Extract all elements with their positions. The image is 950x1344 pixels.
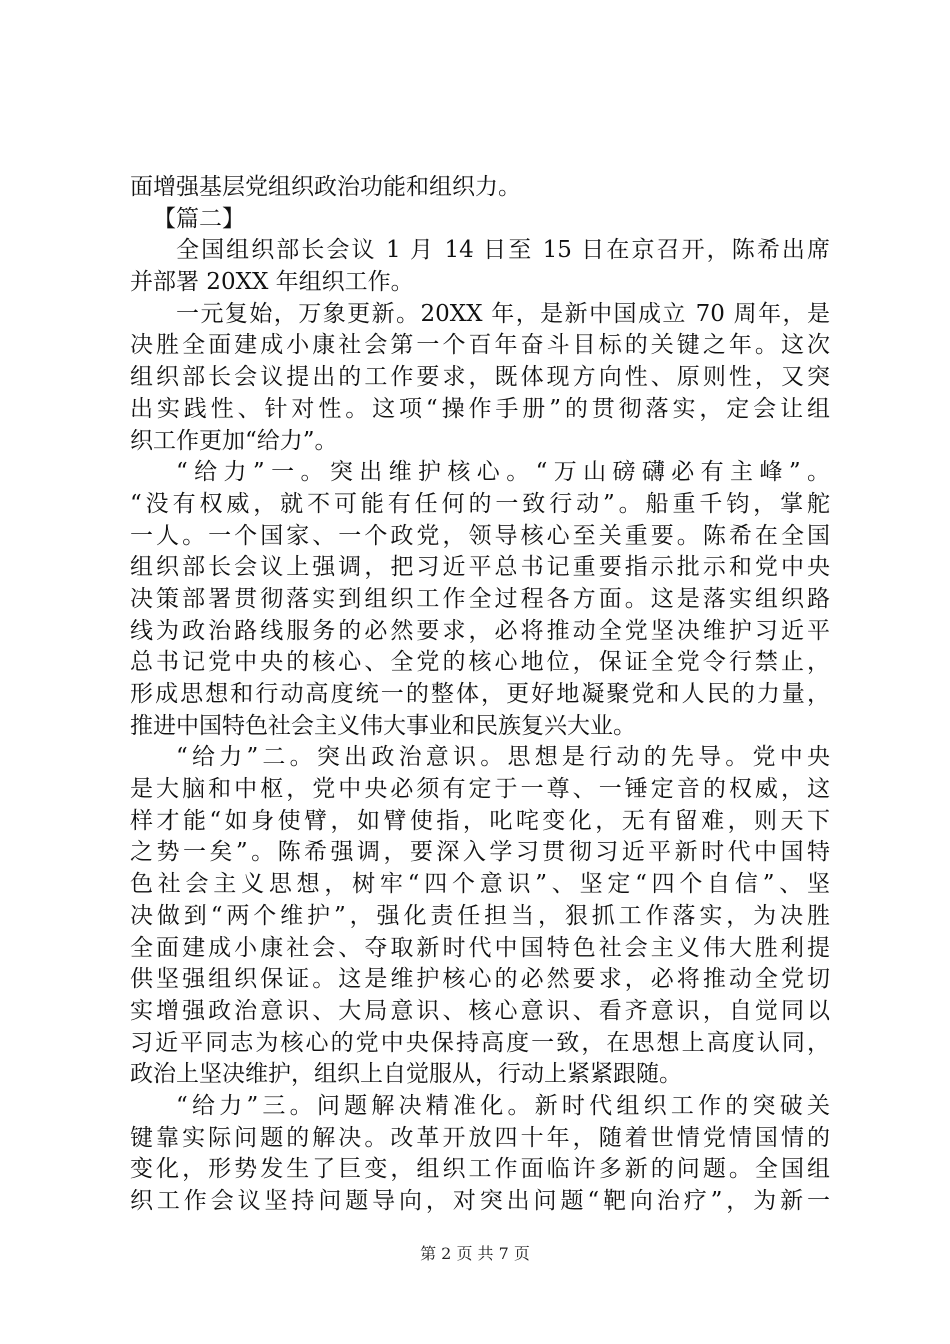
text-line: 供坚强组织保证。这是维护核心的必然要求，必将推动全党切: [130, 966, 830, 993]
text-line: 实增强政治意识、大局意识、核心意识、看齐意识，自觉同以: [130, 997, 830, 1024]
text-line: 一元复始，万象更新。20XX 年，是新中国成立 70 周年，是: [176, 300, 830, 327]
text-line: 并部署 20XX 年组织工作。: [130, 269, 414, 296]
text-line: “给力”一。突出维护核心。“万山磅礴必有主峰”。: [176, 459, 830, 486]
text-line: 决胜全面建成小康社会第一个百年奋斗目标的关键之年。这次: [130, 332, 830, 359]
text-line: 组织部长会议提出的工作要求，既体现方向性、原则性，又突: [130, 364, 830, 391]
text-line: 决做到“两个维护”，强化责任担当，狠抓工作落实，为决胜: [130, 902, 830, 929]
text-line: 键靠实际问题的解决。改革开放四十年，随着世情党情国情的: [130, 1124, 830, 1151]
text-line: “给力”三。问题解决精准化。新时代组织工作的突破关: [176, 1092, 830, 1119]
text-line: 政治上坚决维护，组织上自觉服从，行动上紧紧跟随。: [130, 1061, 682, 1088]
text-line: 一人。一个国家、一个政党，领导核心至关重要。陈希在全国: [130, 522, 830, 549]
text-line: “没有权威，就不可能有任何的一致行动”。船重千钧，掌舵: [130, 490, 830, 517]
text-line: 之势一矣”。陈希强调，要深入学习贯彻习近平新时代中国特: [130, 839, 830, 866]
text-line: 习近平同志为核心的党中央保持高度一致，在思想上高度认同，: [130, 1029, 830, 1056]
text-line: 组织部长会议上强调，把习近平总书记重要指示批示和党中央: [130, 554, 830, 581]
text-line: 变化，形势发生了巨变，组织工作面临许多新的问题。全国组: [130, 1156, 830, 1183]
text-line: 织工作更加“给力”。: [130, 427, 338, 454]
section-heading: 【篇二】: [153, 205, 245, 232]
page-number: 第 2 页 共 7 页: [420, 1244, 530, 1263]
text-line: 总书记党中央的核心、全党的核心地位，保证全党令行禁止，: [130, 649, 830, 676]
text-line: 出实践性、针对性。这项“操作手册”的贯彻落实，定会让组: [130, 395, 830, 422]
text-line: 是大脑和中枢，党中央必须有定于一尊、一锤定音的权威，这: [130, 776, 830, 803]
text-line: 面增强基层党组织政治功能和组织力。: [130, 174, 521, 200]
text-line: 推进中国特色社会主义伟大事业和民族复兴大业。: [130, 712, 636, 739]
text-line: 样才能“如身使臂，如臂使指，叱咤变化，无有留难，则天下: [130, 807, 830, 834]
text-line: 织工作会议坚持问题导向，对突出问题“靶向治疗”，为新一: [130, 1188, 830, 1214]
document-body: [130, 172, 830, 1218]
text-line: 线为政治路线服务的必然要求，必将推动全党坚决维护习近平: [130, 617, 830, 644]
text-line: 全国组织部长会议 1 月 14 日至 15 日在京召开，陈希出席: [176, 237, 830, 264]
page-footer: [0, 1244, 950, 1264]
text-line: 形成思想和行动高度统一的整体，更好地凝聚党和人民的力量，: [130, 681, 830, 707]
text-line: 全面建成小康社会、夺取新时代中国特色社会主义伟大胜利提: [130, 934, 830, 961]
text-line: 决策部署贯彻落实到组织工作全过程各方面。这是落实组织路: [130, 585, 830, 612]
text-line: 色社会主义思想，树牢“四个意识”、坚定“四个自信”、坚: [130, 871, 830, 898]
text-line: “给力”二。突出政治意识。思想是行动的先导。党中央: [176, 744, 830, 771]
